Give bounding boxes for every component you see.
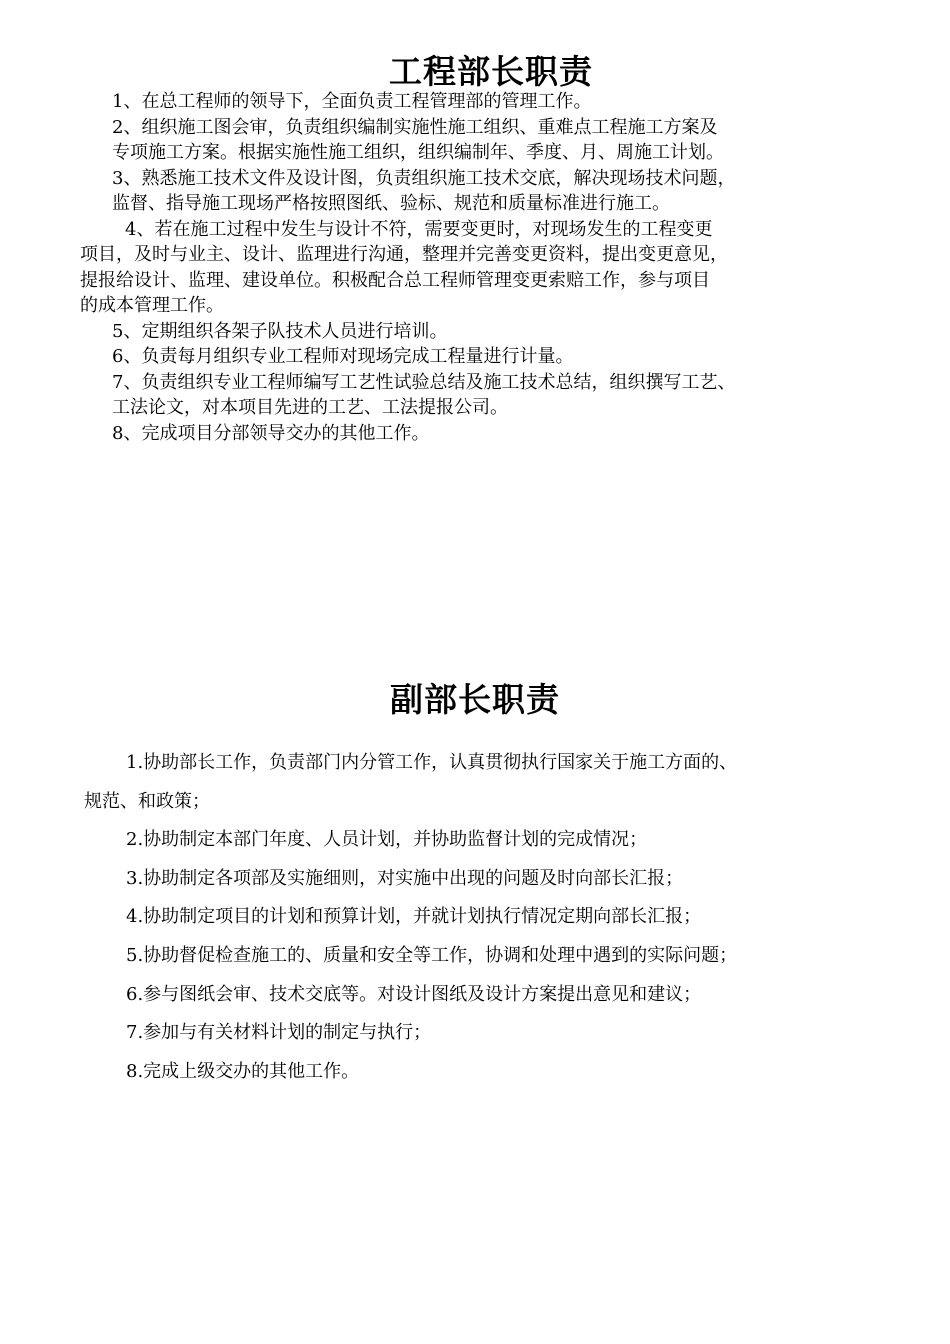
duty-line: 7、负责组织专业工程师编写工艺性试验总结及施工技术总结，组织撰写工艺、 [112,371,736,393]
section-title-deputy-head: 副部长职责 [390,680,560,719]
duty-line: 4.协助制定项目的计划和预算计划，并就计划执行情况定期向部长汇报； [126,906,702,928]
duty-line: 的成本管理工作。 [80,295,224,316]
duty-line: 1.协助部长工作，负责部门内分管工作，认真贯彻执行国家关于施工方面的、 [126,752,738,773]
duty-line: 5、定期组织各架子队技术人员进行培训。 [112,320,448,342]
duty-line: 7.参加与有关材料计划的制定与执行； [126,1022,432,1044]
duty-line: 工法论文，对本项目先进的工艺、工法提报公司。 [112,397,508,418]
duty-line: 6、负责每月组织专业工程师对现场完成工程量进行计量。 [112,346,574,367]
duty-line: 2、组织施工图会审，负责组织编制实施性施工组织、重难点工程施工方案及 [112,116,718,138]
duty-line: 8.完成上级交办的其他工作。 [126,1060,360,1082]
duty-line: 项目，及时与业主、设计、监理进行沟通，整理并完善变更资料，提出变更意见， [80,244,728,265]
duty-line: 1、在总工程师的领导下，全面负责工程管理部的管理工作。 [112,91,592,112]
duty-line: 规范、和政策； [84,790,210,812]
deputy-head-duties [84,744,894,1091]
duty-line: 提报给设计、监理、建设单位。积极配合总工程师管理变更索赔工作，参与项目 [80,269,710,291]
duty-line: 8、完成项目分部领导交办的其他工作。 [112,422,430,444]
duty-line: 5.协助督促检查施工的、质量和安全等工作，协调和处理中遇到的实际问题； [126,944,738,966]
engineering-head-duties [80,89,885,446]
duty-line: 监督、指导施工现场严格按照图纸、验标、规范和质量标准进行施工。 [112,193,670,214]
duty-line: 3.协助制定各项部及实施细则，对实施中出现的问题及时向部长汇报； [126,867,684,889]
duty-line: 专项施工方案。根据实施性施工组织，组织编制年、季度、月、周施工计划。 [112,142,724,163]
duty-line: 3、熟悉施工技术文件及设计图，负责组织施工技术交底，解决现场技术问题， [112,167,736,189]
duty-line: 4、若在施工过程中发生与设计不符，需要变更时，对现场发生的工程变更 [125,218,713,240]
section-title-engineering-head: 工程部长职责 [389,52,593,91]
duty-line: 6.参与图纸会审、技术交底等。对设计图纸及设计方案提出意见和建议； [126,983,702,1005]
duty-line: 2.协助制定本部门年度、人员计划，并协助监督计划的完成情况； [126,829,648,851]
